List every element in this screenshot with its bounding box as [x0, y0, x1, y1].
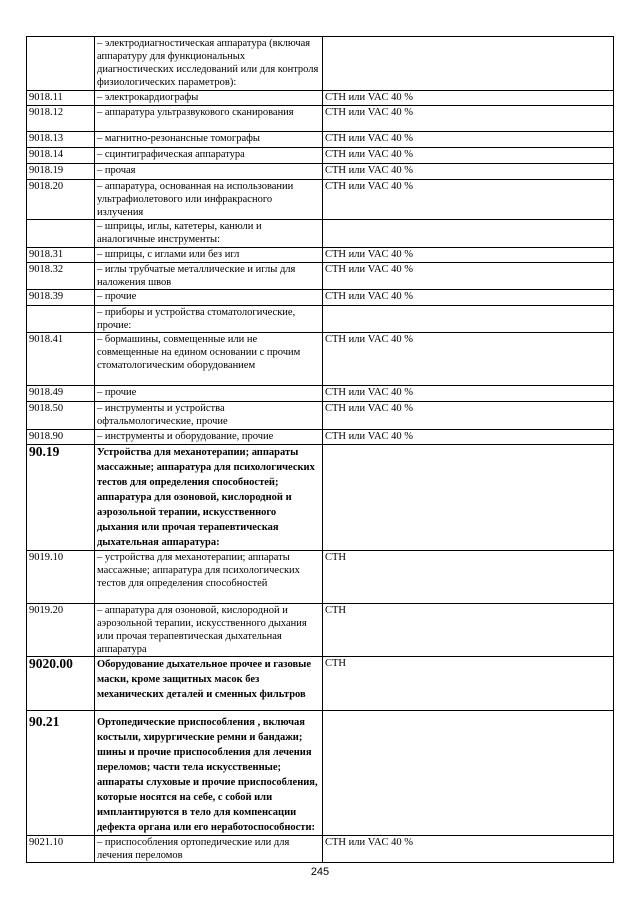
- duty-cell: СТН или VAC 40 %: [323, 333, 614, 386]
- duty-cell: СТН: [323, 657, 614, 711]
- hs-code-cell: 9018.11: [27, 91, 95, 106]
- description-cell: – аппаратура ультразвукового сканирования: [95, 106, 323, 132]
- hs-code-cell: 9018.39: [27, 290, 95, 306]
- description-cell: – инструменты и устройства офтальмологические, прочие: [95, 402, 323, 430]
- tariff-table-body: [27, 37, 614, 863]
- table-row: [27, 220, 614, 248]
- duty-cell: СТН или VAC 40 %: [323, 290, 614, 306]
- hs-code-cell: [27, 37, 95, 91]
- description-cell: – прочие: [95, 290, 323, 306]
- duty-cell: СТН или VAC 40 %: [323, 836, 614, 863]
- description-cell: – приспособления ортопедические или для лечения переломов: [95, 836, 323, 863]
- hs-code-cell: 9021.10: [27, 836, 95, 863]
- duty-cell: [323, 445, 614, 551]
- hs-code-cell: 9018.13: [27, 132, 95, 148]
- description-cell: – инструменты и оборудование, прочие: [95, 430, 323, 445]
- description-cell: – шприцы, с иглами или без игл: [95, 248, 323, 263]
- description-cell: – магнитно-резонансные томографы: [95, 132, 323, 148]
- table-row: [27, 402, 614, 430]
- duty-cell: СТН: [323, 551, 614, 604]
- table-row: [27, 551, 614, 604]
- table-row: [27, 37, 614, 91]
- description-cell: – электродиагностическая аппаратура (включая аппаратуру для функциональных диагностических исследований или для контроля физиологических параметров):: [95, 37, 323, 91]
- description-cell: – шприцы, иглы, катетеры, канюли и аналогичные инструменты:: [95, 220, 323, 248]
- table-row: [27, 836, 614, 863]
- table-row: [27, 604, 614, 657]
- description-cell: – прочая: [95, 164, 323, 180]
- duty-cell: СТН или VAC 40 %: [323, 164, 614, 180]
- heading-description-cell: Оборудование дыхательное прочее и газовые маски, кроме защитных масок без механических деталей и сменных фильтров: [95, 657, 323, 711]
- table-row: [27, 263, 614, 290]
- hs-code-cell: [27, 220, 95, 248]
- duty-cell: СТН или VAC 40 %: [323, 263, 614, 290]
- hs-code-cell: 9018.90: [27, 430, 95, 445]
- hs-code-cell: 9018.49: [27, 386, 95, 402]
- description-cell: – электрокардиографы: [95, 91, 323, 106]
- description-cell: – аппаратура, основанная на использовании ультрафиолетового или инфракрасного излучения: [95, 180, 323, 220]
- table-row: [27, 91, 614, 106]
- table-row: [27, 148, 614, 164]
- table-row: [27, 386, 614, 402]
- description-cell: – аппаратура для озоновой, кислородной и аэрозольной терапии, искусственного дыхания или прочая терапевтическая дыхательная аппаратура: [95, 604, 323, 657]
- description-cell: – прочие: [95, 386, 323, 402]
- duty-cell: [323, 37, 614, 91]
- duty-cell: СТН или VAC 40 %: [323, 132, 614, 148]
- duty-cell: СТН или VAC 40 %: [323, 386, 614, 402]
- duty-cell: СТН или VAC 40 %: [323, 148, 614, 164]
- duty-cell: СТН или VAC 40 %: [323, 106, 614, 132]
- hs-code-cell: 9018.32: [27, 263, 95, 290]
- table-row: [27, 106, 614, 132]
- duty-cell: СТН или VAC 40 %: [323, 180, 614, 220]
- duty-cell: [323, 711, 614, 836]
- description-cell: – устройства для механотерапии; аппараты массажные; аппаратура для психологических тестов для определения способностей: [95, 551, 323, 604]
- hs-heading-cell: 90.19: [27, 445, 95, 551]
- table-row: [27, 306, 614, 333]
- hs-heading-cell: 9020.00: [27, 657, 95, 711]
- hs-code-cell: 9018.12: [27, 106, 95, 132]
- hs-code-cell: 9018.20: [27, 180, 95, 220]
- table-row: [27, 248, 614, 263]
- hs-heading-cell: 90.21: [27, 711, 95, 836]
- description-cell: – приборы и устройства стоматологические, прочие:: [95, 306, 323, 333]
- hs-code-cell: 9019.20: [27, 604, 95, 657]
- tariff-table: [26, 36, 614, 863]
- table-row: [27, 333, 614, 386]
- description-cell: – иглы трубчатые металлические и иглы для наложения швов: [95, 263, 323, 290]
- hs-code-cell: 9018.31: [27, 248, 95, 263]
- page-number: 245: [310, 866, 330, 878]
- duty-cell: СТН или VAC 40 %: [323, 402, 614, 430]
- table-row: [27, 445, 614, 551]
- table-row: [27, 711, 614, 836]
- table-row: [27, 657, 614, 711]
- table-row: [27, 290, 614, 306]
- duty-cell: СТН или VAC 40 %: [323, 91, 614, 106]
- hs-code-cell: [27, 306, 95, 333]
- hs-code-cell: 9018.14: [27, 148, 95, 164]
- table-row: [27, 180, 614, 220]
- duty-cell: СТН или VAC 40 %: [323, 248, 614, 263]
- hs-code-cell: 9019.10: [27, 551, 95, 604]
- description-cell: – сцинтиграфическая аппаратура: [95, 148, 323, 164]
- description-cell: – бормашины, совмещенные или не совмещенные на едином основании с прочим стоматологическим оборудованием: [95, 333, 323, 386]
- duty-cell: СТН: [323, 604, 614, 657]
- duty-cell: [323, 220, 614, 248]
- hs-code-cell: 9018.50: [27, 402, 95, 430]
- table-row: [27, 430, 614, 445]
- hs-code-cell: 9018.19: [27, 164, 95, 180]
- heading-description-cell: Ортопедические приспособления , включая костыли, хирургические ремни и бандажи; шины и прочие приспособления для лечения переломов; части тела искусственные; аппараты слуховые и прочие приспособления, которые носятся на себе, с собой или имплантируются в тело для компенсации дефекта органа или его неработоспособности:: [95, 711, 323, 836]
- hs-code-cell: 9018.41: [27, 333, 95, 386]
- table-row: [27, 164, 614, 180]
- duty-cell: [323, 306, 614, 333]
- duty-cell: СТН или VAC 40 %: [323, 430, 614, 445]
- heading-description-cell: Устройства для механотерапии; аппараты массажные; аппаратура для психологических тестов для определения способностей; аппаратура для озоновой, кислородной и аэрозольной терапии, искусственного дыхания или прочая терапевтическая дыхательная аппаратура:: [95, 445, 323, 551]
- table-row: [27, 132, 614, 148]
